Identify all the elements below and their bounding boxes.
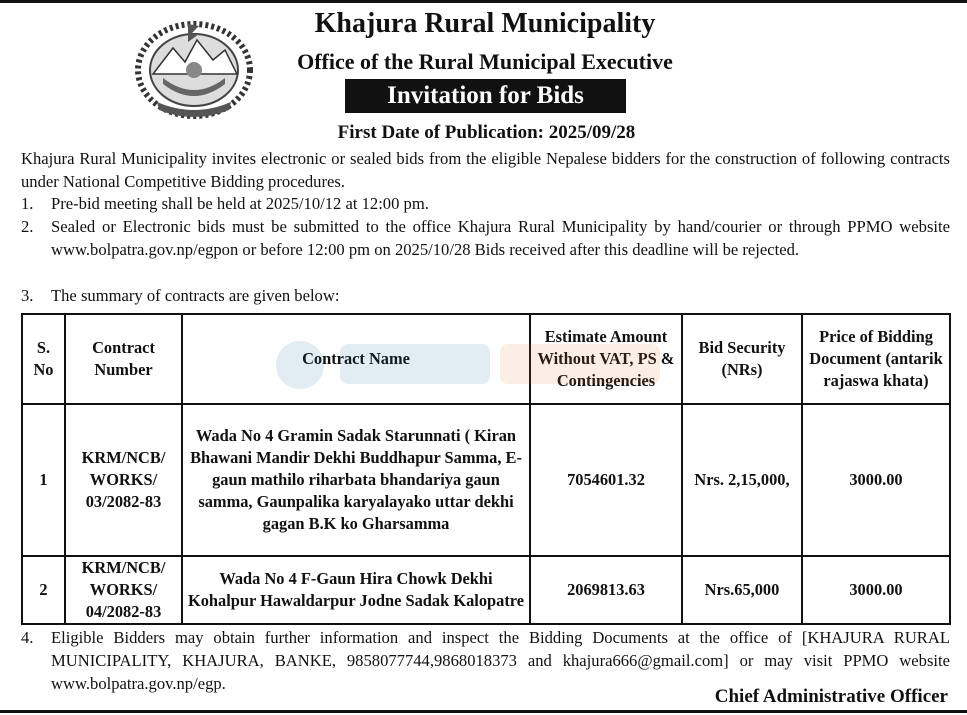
cell-price: 3000.00 — [802, 404, 950, 556]
header-estimate: Estimate Amount Without VAT, PS & Contingencies — [530, 314, 682, 404]
header-contract-name: Contract Name — [182, 314, 530, 404]
list-item-text: Sealed or Electronic bids must be submitted to the office Khajura Rural Municipality by hand/courier or through PPMO website www.bolpatra.gov.np/egpon or before 12:00 pm on 2025/10/28 Bids received after this deadline will be rejected. — [51, 217, 950, 259]
notice-title: Invitation for Bids — [387, 82, 584, 109]
bottom-border — [0, 710, 967, 713]
cell-contract-number: KRM/NCB/ WORKS/ 03/2082-83 — [65, 404, 182, 556]
list-item-text: Eligible Bidders may obtain further information and inspect the Bidding Documents at the office of [KHAJURA RURAL MUNICIPALITY, KHAJURA, BANKE, 9858077744,9868018373 and khajura666@gmail.com] or may visit PPMO website www.bolpatra.gov.np/egp. — [51, 628, 950, 693]
header-contract-number: Contract Number — [65, 314, 182, 404]
cell-sn: 2 — [22, 556, 65, 624]
list-item-text: Pre-bid meeting shall be held at 2025/10/12 at 12:00 pm. — [51, 194, 429, 213]
cell-estimate: 7054601.32 — [530, 404, 682, 556]
cell-estimate: 2069813.63 — [530, 556, 682, 624]
list-item-number: 4. — [21, 628, 34, 647]
notice-title-banner — [345, 79, 626, 113]
header-sn: S. No — [22, 314, 65, 404]
table-row — [22, 404, 950, 556]
top-border — [0, 0, 967, 3]
table-header-row — [22, 314, 950, 404]
list-item-text: The summary of contracts are given below: — [51, 286, 340, 305]
header-bid-security: Bid Security (NRs) — [682, 314, 802, 404]
intro-paragraph: Khajura Rural Municipality invites electronic or sealed bids from the eligible Nepalese bidders for the construction of following contracts under National Competitive Bidding procedures. — [21, 149, 950, 191]
header-price: Price of Bidding Document (antarik rajaswa khata) — [802, 314, 950, 404]
municipality-name: Khajura Rural Municipality — [314, 8, 656, 39]
cell-sn: 1 — [22, 404, 65, 556]
contracts-table — [21, 313, 951, 625]
publication-date: First Date of Publication: 2025/09/28 — [337, 122, 636, 143]
list-item-number: 2. — [21, 217, 34, 236]
list-item-number: 3. — [21, 286, 34, 305]
cell-contract-number: KRM/NCB/ WORKS/ 04/2082-83 — [65, 556, 182, 624]
cell-contract-name: Wada No 4 F-Gaun Hira Chowk Dekhi Kohalpur Hawaldarpur Jodne Sadak Kalopatre — [182, 556, 530, 624]
office-name: Office of the Rural Municipal Executive — [297, 49, 673, 74]
list-item-number: 1. — [21, 194, 34, 213]
cell-price: 3000.00 — [802, 556, 950, 624]
table-row — [22, 556, 950, 624]
cell-bid-security: Nrs. 2,15,000, — [682, 404, 802, 556]
cell-contract-name: Wada No 4 Gramin Sadak Starunnati ( Kiran Bhawani Mandir Dekhi Buddhapur Samma, E-gaun mathilo riharbata bhandariya gaun samma, Gaunpalika karyalayako uttar dekhi gagan B.K ko Gharsamma — [182, 404, 530, 556]
cell-bid-security: Nrs.65,000 — [682, 556, 802, 624]
signatory-title: Chief Administrative Officer — [714, 686, 948, 707]
